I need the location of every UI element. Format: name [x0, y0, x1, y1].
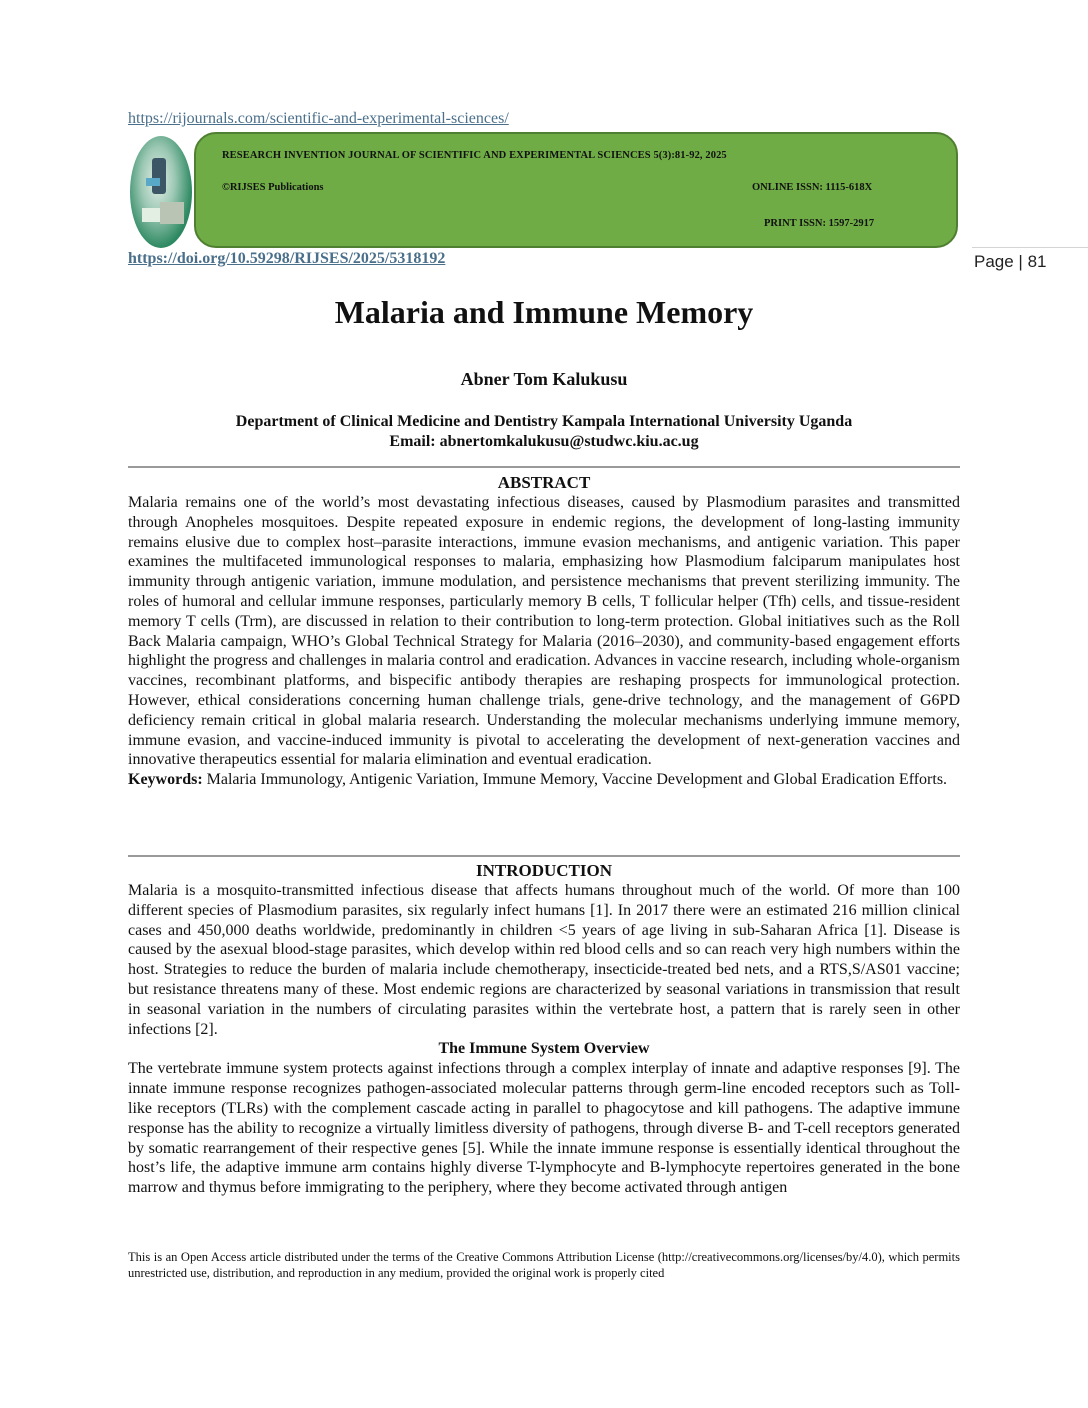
abstract-section	[128, 473, 960, 790]
introduction-heading: INTRODUCTION	[475, 861, 613, 880]
introduction-paragraph: Malaria is a mosquito-transmitted infectious disease that affects humans throughout much of the world. Of more than 100 different species of Plasmodium parasites, six regularly infect humans [1]. In 2017 there were an estimated 216 million clinical cases and 450,000 deaths worldwide, predominantly in children <5 years of age living in sub-Saharan Africa [1]. Disease is caused by the asexual blood-stage parasites, which develop within red blood cells and so can reach very high numbers within the host. Strategies to reduce the burden of malaria include chemotherapy, insecticide-treated bed nets, and a RTS,S/AS01 vaccine; but resistance threatens many of these. Most endemic regions are characterized by seasonal variations in transmission that result in seasonal variation in the numbers of circulating parasites within the vertebrate host, a pattern that is rarely seen in other infections [2].	[128, 882, 960, 1038]
publisher-label: ©RIJSES Publications	[222, 182, 324, 193]
print-issn: PRINT ISSN: 1597-2917	[764, 218, 875, 229]
online-issn: ONLINE ISSN: 1115-618X	[752, 182, 873, 193]
section-divider	[128, 466, 960, 468]
abstract-text: Malaria remains one of the world’s most devastating infectious diseases, caused by Plasmodium parasites and transmitted through Anopheles mosquitoes. Despite repeated exposure in endemic regions, the development of long-lasting immunity remains elusive due to complex host–parasite interactions, immune evasion mechanisms, and antigenic variation. This paper examines the multifaceted immunological responses to malaria, emphasizing how Plasmodium falciparum manipulates host immunity through antigenic variation, immune modulation, and persistence mechanisms that prevent sterilizing immunity. The roles of humoral and cellular immune responses, particularly memory B cells, T follicular helper (Tfh) cells, and tissue-resident memory T cells (Trm), are discussed in relation to their contribution to long-term protection. Global initiatives such as the Roll Back Malaria campaign, WHO’s Global Technical Strategy for Malaria (2016–2030), and community-based engagement efforts highlight the progress and challenges in malaria control and eradication. Advances in vaccine research, including whole-organism vaccines, recombinant platforms, and bispecific antibody therapies are reshaping prospects for immunological protection. However, ethical considerations concerning human challenge trials, gene-drive technology, and the management of G6PD deficiency remain critical in global malaria research. Understanding the molecular mechanisms underlying immune memory, immune evasion, and vaccine-induced immunity is pivotal to accelerating the development of next-generation vaccines and innovative therapeutics essential for malaria elimination and eventual eradication.	[128, 494, 960, 769]
subsection-heading: The Immune System Overview	[438, 1040, 650, 1058]
immune-system-paragraph: The vertebrate immune system protects against infections through a complex interplay of innate and adaptive responses [9]. The innate immune response recognizes pathogen-associated molecular patterns through germ-line encoded receptors such as Toll-like receptors (TLRs) with the complement cascade acting in parallel to phagocytose and kill pathogens. The adaptive immune response has the ability to recognize a virtually limitless diversity of pathogens, through diverse B- and T-cell receptors generated by somatic rearrangement of their respective genes [5]. While the innate immune response is essentially identical throughout the host’s life, the adaptive immune arm contains highly diverse T-lymphocyte and B-lymphocyte repertoires generated in the bone marrow and thymus before immigrating to the periphery, where they become activated through antigen	[128, 1060, 960, 1197]
license-footer: This is an Open Access article distributed under the terms of the Creative Commons Attribution License (http://creativecommons.org/licenses/by/4.0), which permits unrestricted use, distribution, and reproduction in any medium, provided the original work is properly cited	[128, 1250, 960, 1280]
section-divider	[128, 855, 960, 857]
affiliation: Department of Clinical Medicine and Dentistry Kampala International University Uganda	[235, 413, 853, 430]
author-name: Abner Tom Kalukusu	[460, 369, 628, 389]
author-affiliation-block	[0, 412, 1088, 452]
page-number: Page | 81	[974, 252, 1047, 271]
journal-logo	[130, 136, 192, 248]
doi-link[interactable]: https://doi.org/10.59298/RIJSES/2025/5318192	[128, 250, 446, 267]
journal-citation: RESEARCH INVENTION JOURNAL OF SCIENTIFIC AND EXPERIMENTAL SCIENCES 5(3):81-92, 2025	[222, 150, 727, 161]
abstract-heading: ABSTRACT	[497, 473, 591, 492]
journal-url-link[interactable]: https://rijournals.com/scientific-and-experimental-sciences/	[128, 110, 509, 127]
logo-figure	[160, 202, 184, 224]
keywords	[128, 770, 960, 790]
page-number-divider	[972, 247, 1088, 248]
article-title: Malaria and Immune Memory	[334, 294, 754, 330]
logo-figure	[142, 208, 160, 222]
introduction-section	[128, 861, 960, 1198]
logo-figure	[152, 158, 166, 194]
logo-figure	[146, 178, 160, 186]
author-email: Email: abnertomkalukusu@studwc.kiu.ac.ug	[389, 433, 699, 450]
journal-banner	[194, 132, 958, 248]
keywords-label: Keywords:	[128, 771, 203, 789]
keywords-list: Malaria Immunology, Antigenic Variation, Immune Memory, Vaccine Development and Global Eradication Efforts.	[202, 771, 948, 789]
